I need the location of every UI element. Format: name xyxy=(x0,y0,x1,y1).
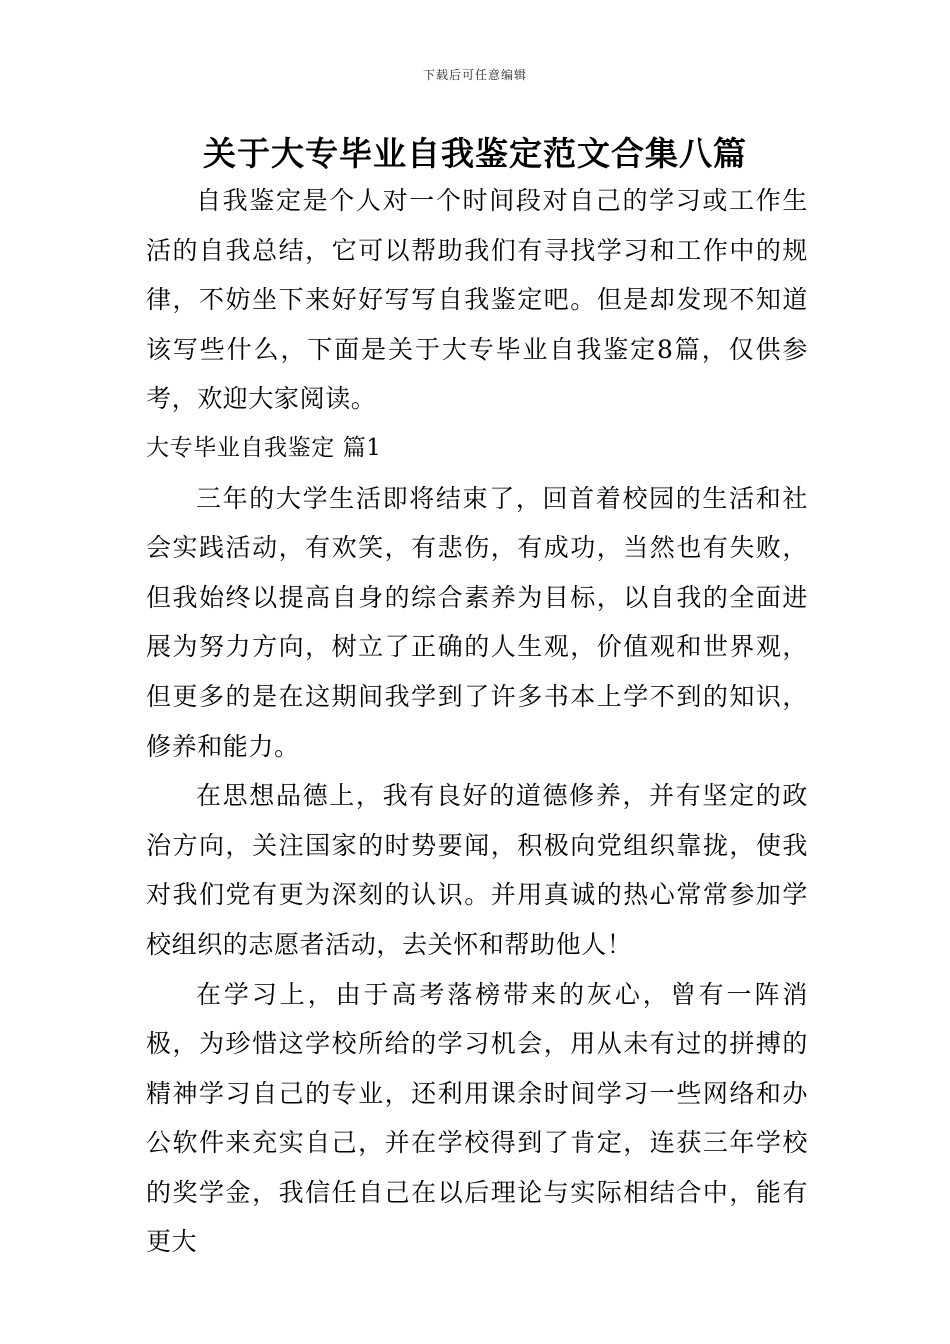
section-heading: 大专毕业自我鉴定 篇1 xyxy=(146,434,382,461)
document-title: 关于大专毕业自我鉴定范文合集八篇 xyxy=(203,134,747,173)
body-paragraph: 三年的大学生活即将结束了，回首着校园的生活和社会实践活动，有欢笑，有悲伤，有成功，当然也有失败，但我始终以提高自身的综合素养为目标，以自我的全面进展为努力方向，树立了正确的人生观，价值观和世界观，但更多的是在这期间我学到了许多书本上学不到的知识，修养和能力。 xyxy=(146,483,808,761)
intro-paragraph: 自我鉴定是个人对一个时间段对自己的学习或工作生活的自我总结，它可以帮助我们有寻找学习和工作中的规律，不妨坐下来好好写写自我鉴定吧。但是却发现不知道该写些什么，下面是关于大专毕业自我鉴定8篇，仅供参考，欢迎大家阅读。 xyxy=(146,186,808,414)
document-body xyxy=(146,176,808,1267)
body-paragraph: 在学习上，由于高考落榜带来的灰心，曾有一阵消极，为珍惜这学校所给的学习机会，用从未有过的拼搏的精神学习自己的专业，还利用课余时间学习一些网络和办公软件来充实自己，并在学校得到了肯定，连获三年学校的奖学金，我信任自己在以后理论与实际相结合中，能有更大 xyxy=(146,979,808,1257)
body-paragraph: 在思想品德上，我有良好的道德修养，并有坚定的政治方向，关注国家的时势要闻，积极向党组织靠拢，使我对我们党有更为深刻的认识。并用真诚的热心常常参加学校组织的志愿者活动，去关怀和帮助他人！ xyxy=(146,781,808,959)
header-note: 下载后可任意编辑 xyxy=(422,68,527,82)
